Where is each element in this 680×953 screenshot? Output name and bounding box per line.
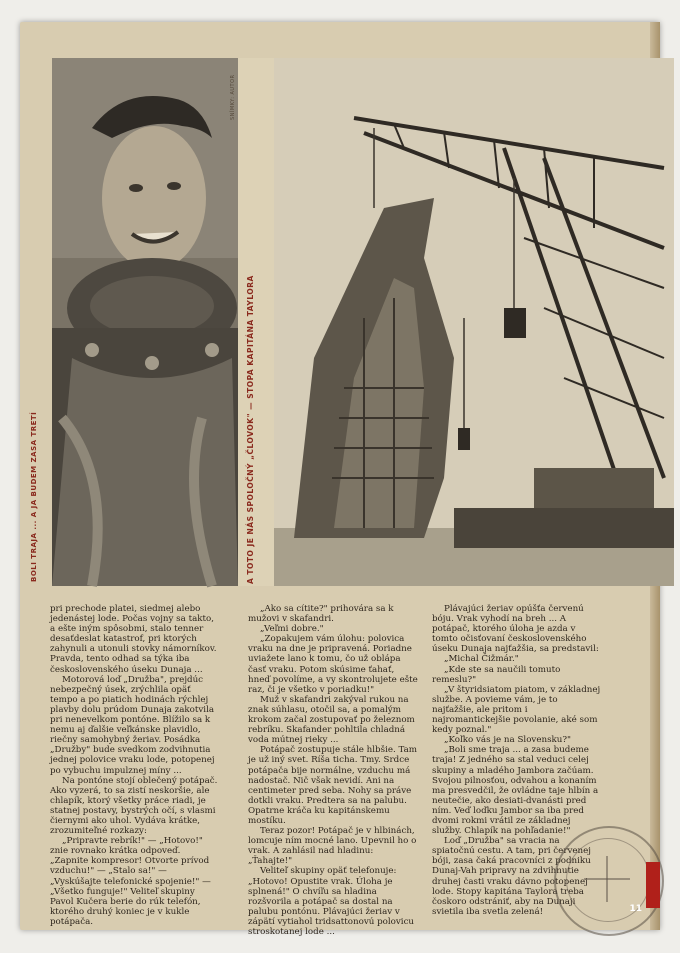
diver-portrait-icon	[52, 58, 238, 586]
paragraph: Muž v skafandri zakýval rukou na znak súhlasu, otočil sa, a pomalým krokom začal zostupovať po železnom rebríku. Skafander pohltila chladná voda mútnej rieky ...	[248, 694, 415, 746]
paragraph: Plávajúci žeriav opúšťa červenú bóju. Vrak vyhodí na breh ... A potápač, ktorého úloha je azda v tomto očisťovaní československého úseku Dunaja najťažšia, sa predstavil:	[432, 604, 599, 655]
crane-wreck-photo	[274, 58, 674, 586]
paragraph: Potápač zostupuje stále hlbšie. Tam je už iný svet. Ríša ticha. Tmy. Srdce potápača bije normálne, vzduchu má nadostač. Nič však nevidí. Ani na centimeter pred seba. Nohy sa práve dotkli vraku. Predtera sa na palubu. Opatrne kráča ku kapitánskemu mostíku.	[248, 745, 418, 826]
caption-left: BOLI TRAJA ... A JA BUDEM ZASA TRETÍ	[30, 411, 38, 582]
text-column-1	[50, 604, 220, 927]
paragraph: Veliteľ skupiny opäť telefonuje: „Hotovo! Opustite vrak. Úloha je splnená!" O chvíľu sa hladina rozšvorila a potápač sa dostal na palubu pontónu. Plávajúci žeriav v zápätí vytiahol tridsattonovú polovicu stroskotanej lode ...	[248, 866, 415, 937]
page-number: 11	[629, 904, 642, 914]
caption-strip	[238, 58, 274, 586]
stamp-mark-icon	[554, 826, 660, 932]
caption-right: A TOTO JE NÁS SPOLOČNÝ „ČLOVOK" — STOPA KAPITÁNA TAYLORA	[246, 275, 255, 584]
paragraph: „Ako sa cítite?" prihovára sa k mužovi v skafandri.	[248, 604, 394, 625]
paragraph: Loď „Družba" sa vracia na spiatočnú cestu. A tam, pri červenej bóji, zasa čaká pracovníci z podniku Dunaj-Vah pripravy na zdvihnutie druhej časti vraku dávno potopenej lode. Stopy kapitána Taylora treba čoskoro odstrániť, aby na Dunaji svietila iba svetla zelená!	[432, 836, 591, 917]
paragraph: Na pontóne stojí oblečený potápač. Ako vyzerá, to sa zistí neskoršie, ale chlapík, ktorý všetky práce riadi, je statnej postavy, bystrých očí, s vlasmi čiernymi ako uhol. Vydáva krátke, zrozumiteľné rozkazy:	[50, 775, 218, 837]
paragraph: pri prechode platei, siedmej alebo jedenástej lode. Počas vojny sa takto, a ešte iným spôsobmi, stalo tenner desaťdeslat katastrof, pri ktorých zahynuli a utonuli stovky námorníkov. Pravda, tento odhad sa týka iba československého úseku Dunaja ...	[50, 604, 217, 675]
magazine-page	[20, 22, 660, 937]
paragraph: „Zopakujem vám úlohu: polovica vraku na dne je pripravená. Poriadne uviažete lano k tomu, čo už oblápa časť vraku. Potom skúsime ťahať, hneď povolíme, a vy skontrolujete ešte raz, či je všetko v poriadku!"	[248, 634, 418, 695]
paragraph: „Koľko vás je na Slovensku?"	[444, 735, 572, 746]
paragraph: „Veľmi dobre."	[260, 624, 324, 635]
paragraph: „Boli sme traja ... a zasa budeme traja! Z jedného sa stal veduci celej skupiny a mladého Jambora začúam. Svojou pilnosťou, odvahou a konaním ma presvedčil, že ovládne taje hlbín a neutečie, ako desiati-dvanásti pred ním. Veď loďku Jambor sa iba pred dvomi rokmi vrátil ze základnej služby. Chlapík na pohľadanie!"	[432, 745, 599, 837]
paragraph: „V štyridsiatom piatom, v základnej službe. A povieme vám, je to najťažšie, ale pritom i najromantickejšie povolanie, aké som kedy poznal."	[432, 684, 601, 736]
red-page-tab	[646, 862, 660, 908]
text-column-2	[248, 604, 418, 937]
paragraph: Teraz pozor! Potápač je v hlbinách, lomcuje ním mocné lano. Upevnil ho o vrak. A zahlásil nad hladinu: „Ťahajte!"	[248, 826, 417, 867]
paragraph: „Kde ste sa naučili tomuto remeslu?"	[432, 664, 561, 685]
paragraph: Motorová loď „Družba", prejdúc nebezpečný úsek, zrýchlila opäť tempo a po piatich hodinách rýchlej plavby dolu prúdom Dunaja zakotvila pri nenevelkom pontóne. Blížilo sa k nemu aj ďalšie veľkánske plavidlo, riečny samohybný žeriav. Posádka „Družby" bude svedkom zodvihnutia jednej polovice vraku lode, potopenej po vybuchu impulznej míny ...	[50, 674, 215, 776]
photo-credit: SNÍMKY: AUTOR	[230, 74, 236, 120]
paragraph: „Michal Čižmár."	[444, 654, 519, 665]
paragraph: „Pripravte rebrík!" — „Hotovo!" znie rovnako krátka odpoveď. „Zapnite kompresor! Otvorte prívod vzduchu!" — „Stalo sa!" — „Vyskúšajte telefonické spojenie!" — „Všetko funguje!" Veliteľ skupiny Pavol Kučera berie do rúk telefón, ktorého druhý koniec je v kukle potápača.	[50, 836, 211, 927]
crane-wreck-icon	[274, 58, 674, 586]
diver-portrait-photo	[52, 58, 238, 586]
